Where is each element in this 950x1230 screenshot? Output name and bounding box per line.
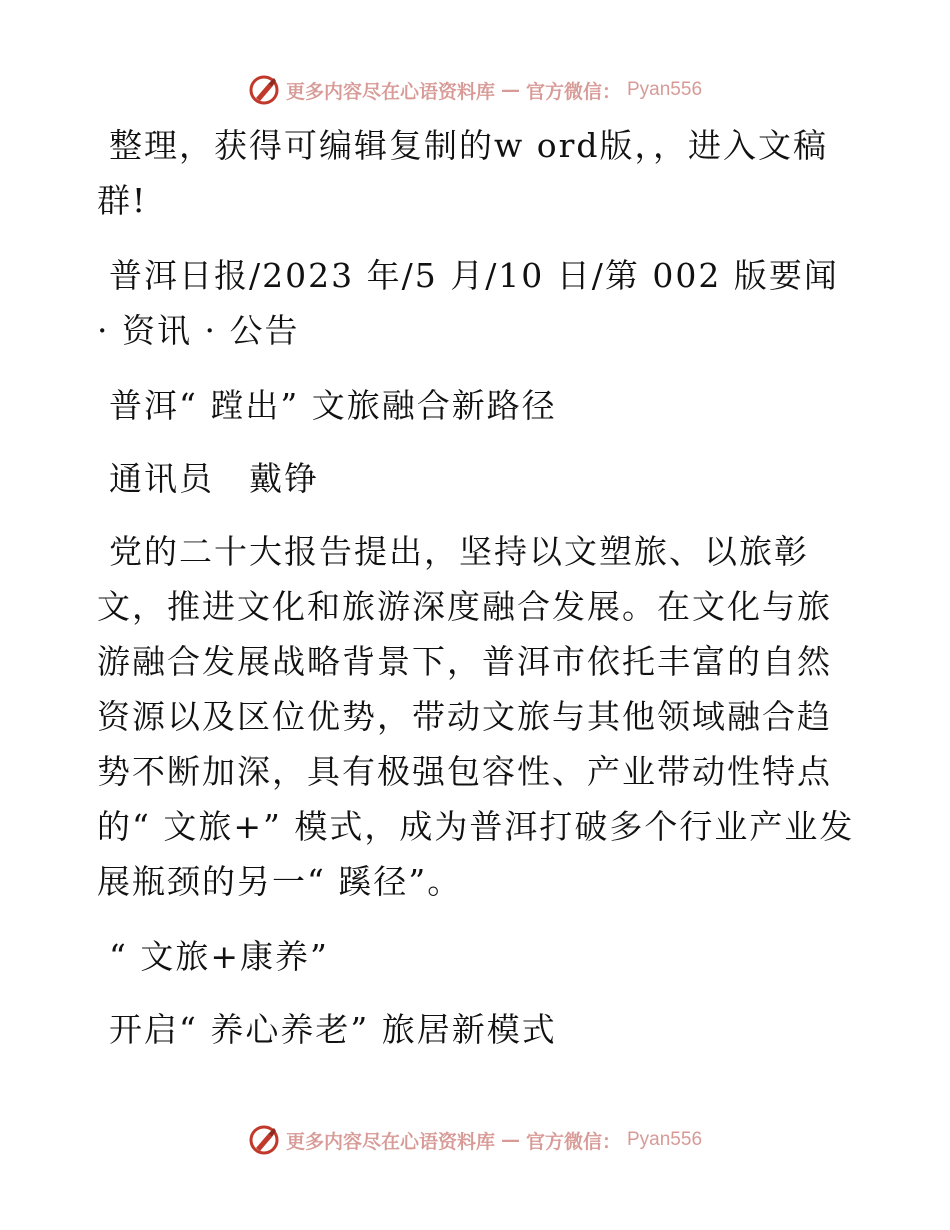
- body-paragraph: 党的二十大报告提出，坚持以文塑旅、以旅彰文，推进文化和旅游深度融合发展。在文化与旅游融合发展战略背景下，普洱市依托丰富的自然资源以及区位优势，带动文旅与其他领域融合趋势不断加深，具有极强包容性、产业带动性特点的“ 文旅+” 模式，成为普洱打破多个行业产业发展瓶颈的另一“ 蹊径”。: [97, 532, 855, 901]
- source-line: 普洱日报/2023 年/5 月/10 日/第 002 版要闻 · 资讯 · 公告: [97, 256, 839, 350]
- watermark-official: 官方微信：: [525, 80, 621, 103]
- watermark-dash: —: [500, 1129, 520, 1151]
- watermark-text: 更多内容尽在心语资料库: [285, 1130, 495, 1153]
- watermark-wechat-id: Pyan556: [627, 1129, 703, 1150]
- section-subheading: 开启“ 养心养老” 旅居新模式: [109, 1010, 557, 1049]
- article-title: 普洱“ 蹚出” 文旅融合新路径: [109, 386, 557, 425]
- article-author: 通讯员 戴铮: [109, 459, 319, 498]
- watermark-text: 更多内容尽在心语资料库: [285, 80, 495, 103]
- watermark-dash: —: [500, 79, 520, 101]
- watermark-wechat-id: Pyan556: [627, 79, 703, 100]
- intro-paragraph: 整理，获得可编辑复制的w ord版，，进入文稿群!: [97, 126, 829, 220]
- pen-logo-icon: [248, 1124, 280, 1156]
- header-watermark: [0, 70, 950, 110]
- footer-watermark: [0, 1120, 950, 1160]
- pen-logo-icon: [248, 74, 280, 106]
- watermark-official: 官方微信：: [525, 1130, 621, 1153]
- document-body: [97, 118, 857, 1075]
- section-heading: “ 文旅+康养”: [109, 937, 329, 976]
